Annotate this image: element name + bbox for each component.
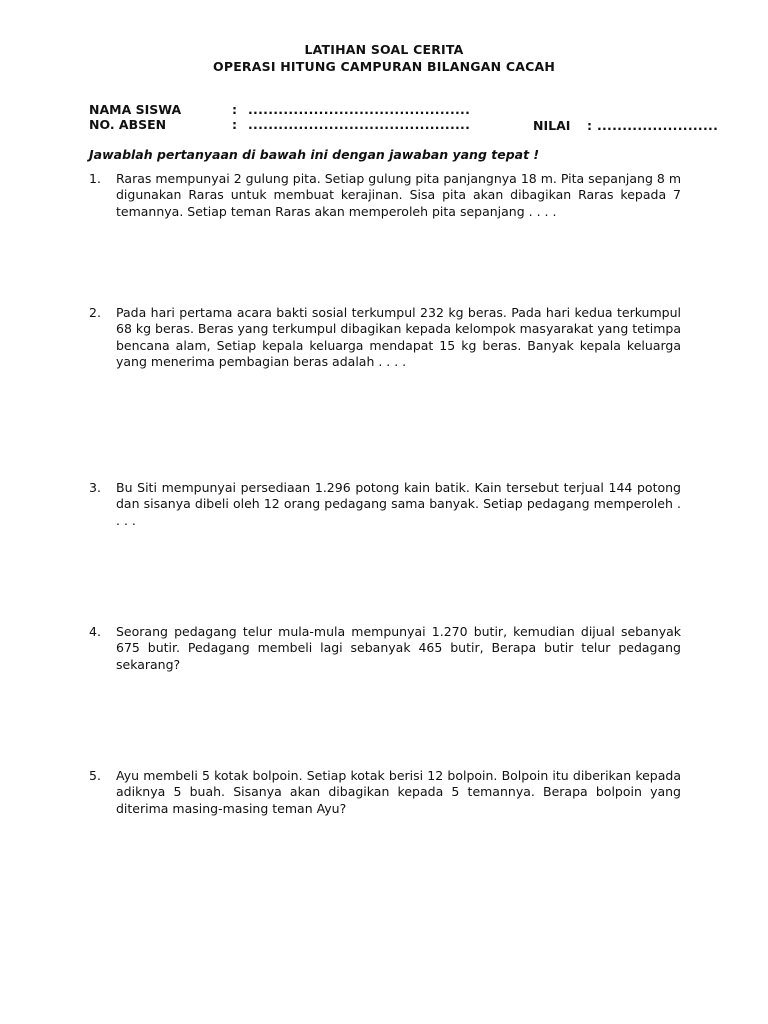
name-field[interactable]: ............................................ <box>248 102 471 117</box>
question-text: Seorang pedagang telur mula-mula mempunyai 1.270 butir, kemudian dijual sebanyak 675 butir. Pedagang membeli lagi sebanyak 465 butir, Berapa butir telur pedagang sekarang? <box>116 624 681 672</box>
question-item <box>89 768 681 817</box>
document-subtitle: OPERASI HITUNG CAMPURAN BILANGAN CACAH <box>213 59 555 74</box>
question-text: Pada hari pertama acara bakti sosial terkumpul 232 kg beras. Pada hari kedua terkumpul 68 kg beras. Beras yang terkumpul dibagikan kepada kelompok masyarakat yang tetimpa bencana alam, Setiap kepala keluarga mendapat 15 kg beras. Banyak kepala keluarga yang menerima pembagian beras adalah . . . . <box>116 305 681 369</box>
absen-label: NO. ABSEN <box>89 117 167 132</box>
document-title: LATIHAN SOAL CERITA <box>304 42 464 57</box>
question-number: 3. <box>89 480 101 495</box>
score-label: NILAI <box>533 118 571 133</box>
question-item <box>89 171 681 220</box>
question-text: Bu Siti mempunyai persediaan 1.296 potong kain batik. Kain tersebut terjual 144 potong dan sisanya dibeli oleh 12 orang pedagang sama banyak. Setiap pedagang memperoleh . . . . <box>116 480 681 528</box>
question-number: 2. <box>89 305 101 320</box>
name-colon: : <box>232 102 237 117</box>
question-item <box>89 480 681 529</box>
question-text: Ayu membeli 5 kotak bolpoin. Setiap kotak berisi 12 bolpoin. Bolpoin itu diberikan kepada adiknya 5 buah. Sisanya akan dibagikan kepada 5 temannya. Berapa bolpoin yang diterima masing-masing teman Ayu? <box>116 768 681 816</box>
absen-field[interactable]: ............................................ <box>248 117 471 132</box>
question-text: Raras mempunyai 2 gulung pita. Setiap gulung pita panjangnya 18 m. Pita sepanjang 8 m digunakan Raras untuk membuat kerajinan. Sisa pita akan dibagikan Raras kepada 7 temannya. Setiap teman Raras akan memperoleh pita sepanjang . . . . <box>116 171 681 219</box>
score-field[interactable]: : ........................ <box>587 118 719 133</box>
absen-colon: : <box>232 117 237 132</box>
instruction-text: Jawablah pertanyaan di bawah ini dengan jawaban yang tepat ! <box>89 147 540 162</box>
question-number: 5. <box>89 768 101 783</box>
question-item <box>89 305 681 370</box>
question-item <box>89 624 681 673</box>
name-label: NAMA SISWA <box>89 102 182 117</box>
question-number: 1. <box>89 171 101 186</box>
question-number: 4. <box>89 624 101 639</box>
